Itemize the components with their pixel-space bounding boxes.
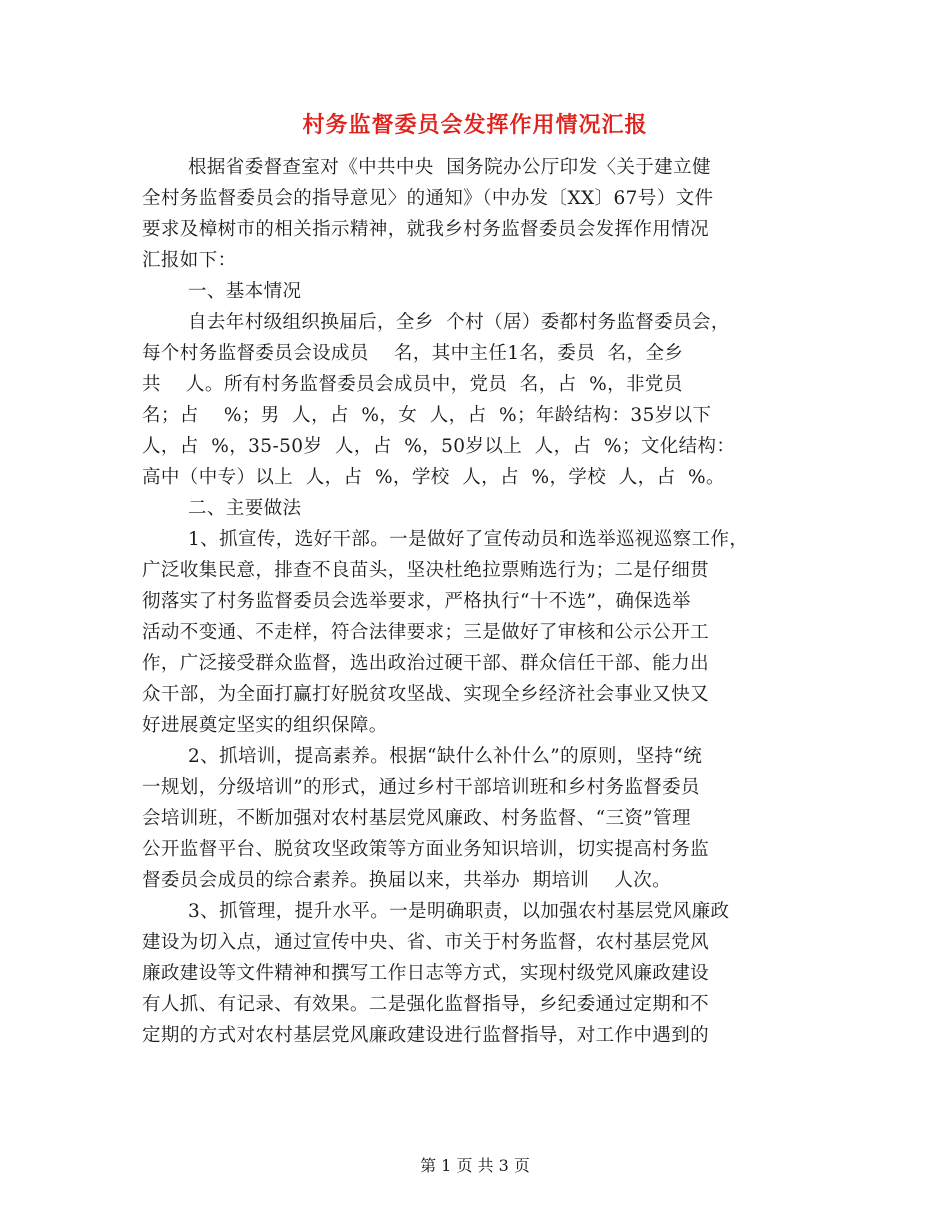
document-body bbox=[142, 152, 814, 1051]
paragraph-line: 汇报如下： bbox=[142, 250, 237, 271]
paragraph-line: 众干部，为全面打赢打好脱贫攻坚战、实现全乡经济社会事业又快又 bbox=[142, 684, 710, 705]
paragraph-line: 共 人。所有村务监督委员会成员中，党员 名，占 %，非党员 bbox=[142, 374, 683, 395]
paragraph-line: 廉政建设等文件精神和撰写工作日志等方式，实现村级党风廉政建设 bbox=[142, 963, 710, 984]
paragraph-line: 根据省委督查室对《中共中央 国务院办公厅印发〈关于建立健 bbox=[188, 157, 711, 178]
section-heading: 一、基本情况 bbox=[188, 281, 302, 302]
paragraph-line: 会培训班，不断加强对农村基层党风廉政、村务监督、“三资”管理 bbox=[142, 808, 691, 829]
paragraph-line: 一规划，分级培训”的形式，通过乡村干部培训班和乡村务监督委员 bbox=[142, 777, 700, 798]
paragraph-line: 自去年村级组织换届后，全乡 个村（居）委都村务监督委员会， bbox=[188, 312, 730, 333]
paragraph-line: 2、抓培训，提高素养。根据“缺什么补什么”的原则，坚持“统 bbox=[188, 746, 703, 767]
paragraph-line: 人，占 %，35-50岁 人，占 %，50岁以上 人，占 %；文化结构： bbox=[142, 436, 736, 457]
document-title: 村务监督委员会发挥作用情况汇报 bbox=[302, 112, 648, 138]
paragraph-line: 要求及樟树市的相关指示精神，就我乡村务监督委员会发挥作用情况 bbox=[142, 219, 710, 240]
page-footer: 第 1 页 共 3 页 bbox=[420, 1156, 530, 1175]
paragraph-line: 作，广泛接受群众监督，选出政治过硬干部、群众信任干部、能力出 bbox=[142, 653, 710, 674]
paragraph-line: 彻落实了村务监督委员会选举要求，严格执行“十不选”，确保选举 bbox=[142, 591, 691, 612]
paragraph-line: 1、抓宣传，选好干部。一是做好了宣传动员和选举巡视巡察工作， bbox=[188, 529, 749, 550]
paragraph-line: 督委员会成员的综合素养。换届以来，共举办 期培训 人次。 bbox=[142, 870, 672, 891]
paragraph-line: 广泛收集民意，排查不良苗头，坚决杜绝拉票贿选行为；二是仔细贯 bbox=[142, 560, 710, 581]
paragraph-line: 活动不变通、不走样，符合法律要求；三是做好了审核和公示公开工 bbox=[142, 622, 710, 643]
paragraph-line: 建设为切入点，通过宣传中央、省、市关于村务监督，农村基层党风 bbox=[142, 932, 710, 953]
paragraph-line: 全村务监督委员会的指导意见〉的通知》（中办发〔XX〕67号）文件 bbox=[142, 188, 714, 209]
paragraph-line: 有人抓、有记录、有效果。二是强化监督指导，乡纪委通过定期和不 bbox=[142, 994, 710, 1015]
paragraph-line: 每个村务监督委员会设成员 名，其中主任1名，委员 名，全乡 bbox=[142, 343, 684, 364]
paragraph-line: 高中（中专）以上 人，占 %，学校 人，占 %，学校 人，占 %。 bbox=[142, 467, 725, 488]
paragraph-line: 公开监督平台、脱贫攻坚政策等方面业务知识培训，切实提高村务监 bbox=[142, 839, 710, 860]
paragraph-line: 定期的方式对农村基层党风廉政建设进行监督指导，对工作中遇到的 bbox=[142, 1025, 710, 1046]
paragraph-line: 3、抓管理，提升水平。一是明确职责，以加强农村基层党风廉政 bbox=[188, 901, 730, 922]
paragraph-line: 名；占 %；男 人，占 %，女 人，占 %；年龄结构：35岁以下 bbox=[142, 405, 712, 426]
paragraph-line: 好进展奠定坚实的组织保障。 bbox=[142, 715, 388, 736]
section-heading: 二、主要做法 bbox=[188, 498, 302, 519]
